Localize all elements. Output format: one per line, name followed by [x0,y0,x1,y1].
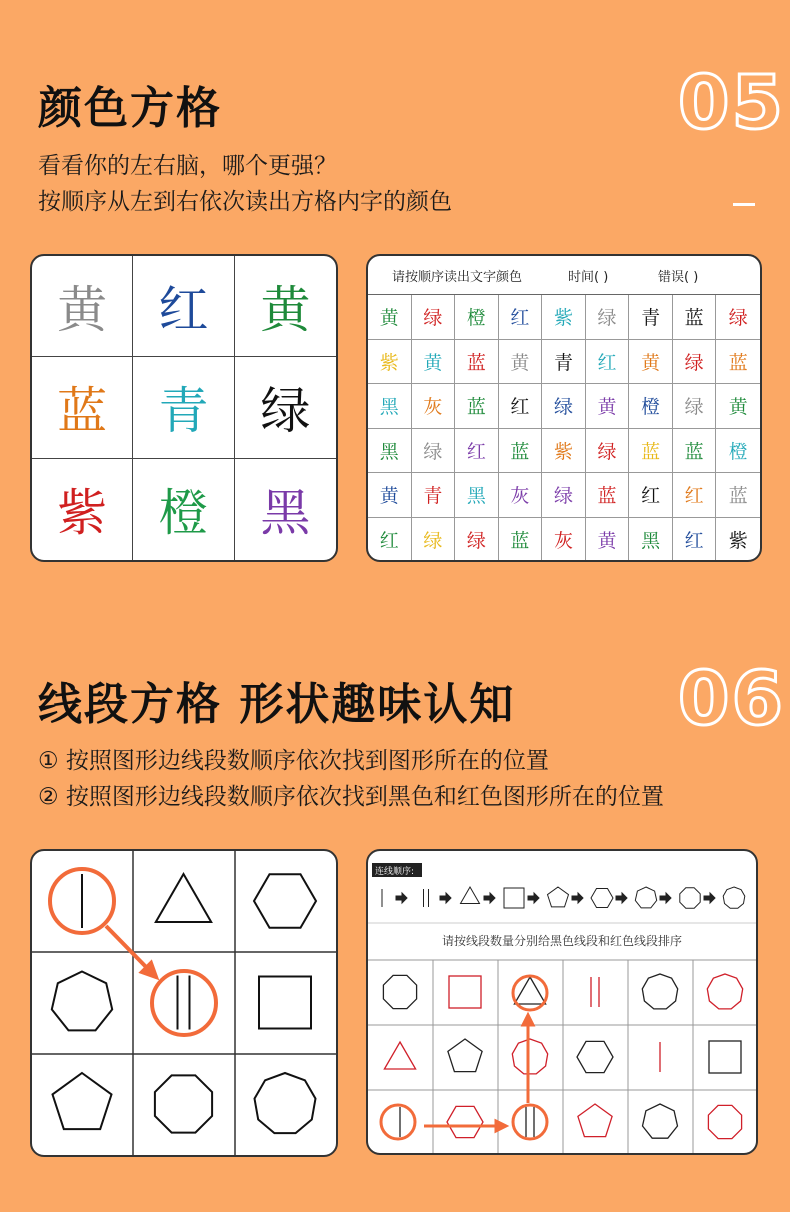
color-sheet-cell: 绿 [586,295,630,340]
seq-arrow-icon [528,893,539,903]
section1-title: 颜色方格 [38,83,222,134]
highlight-circle-2 [152,971,216,1035]
color-sheet-cell: 紫 [368,340,412,385]
seq-hexagon-icon [591,889,613,908]
color-sheet-cell: 黑 [368,429,412,474]
color-sheet-cell: 青 [542,340,586,385]
seq-arrow-icon [572,893,583,903]
shape-grid-card [30,849,338,1157]
color-sheet-cell: 橙 [455,295,499,340]
color-sheet-cell: 蓝 [455,384,499,429]
square-icon [259,977,311,1029]
section1-line1: 看看你的左右脑，哪个更强？ [38,153,337,179]
sheet-heptagon-icon [643,1104,678,1138]
color-sheet-cell: 黑 [368,384,412,429]
color-sheet-card [366,254,762,562]
color-grid-cell: 蓝 [32,357,133,458]
section2-line2: ② 按照图形边线段数顺序依次找到黑色和红色图形所在的位置 [38,784,664,810]
color-sheet-cell: 蓝 [716,473,760,518]
divider-dash [733,203,755,206]
color-sheet-cell: 红 [455,429,499,474]
color-sheet-cell: 蓝 [499,518,543,563]
color-sheet-cell: 绿 [412,295,456,340]
color-sheet-cell: 黄 [716,384,760,429]
color-sheet-cell: 蓝 [499,429,543,474]
seq-triangle-icon [461,887,480,904]
color-sheet-cell: 绿 [412,429,456,474]
color-sheet-cell: 红 [499,384,543,429]
color-sheet-cell: 红 [499,295,543,340]
shape-grid [32,851,336,1155]
color-sheet-cell: 灰 [412,384,456,429]
section2-title: 线段方格 形状趣味认知 [38,679,516,730]
sheet-hexagon-icon [447,1106,483,1137]
color-sheet-cell: 绿 [542,473,586,518]
section2-number: 06 [678,656,785,742]
sheet-error-label: 错误( ) [658,269,699,285]
sheet-hexagon-icon [577,1041,613,1072]
shape-sheet [368,851,756,1153]
sheet-instruction: 请按顺序读出文字颜色 [392,269,523,285]
color-sheet-cell: 青 [629,295,673,340]
color-sheet-cell: 红 [368,518,412,563]
color-sheet-cell: 蓝 [673,295,717,340]
shape-sheet-instruction: 请按线段数量分别给黑色线段和红色线段排序 [441,934,683,948]
pentagon-icon [53,1073,112,1129]
color-sheet-cell: 蓝 [455,340,499,385]
sequence-label: 连线顺序: [375,867,415,877]
color-grid-cell: 红 [133,256,234,357]
arrow-line [106,926,150,971]
color-grid [32,256,336,560]
color-sheet-cell: 青 [412,473,456,518]
color-sheet-cell: 绿 [673,340,717,385]
color-sheet-grid [368,295,760,562]
color-sheet-cell: 灰 [542,518,586,563]
color-sheet-cell: 紫 [542,429,586,474]
color-grid-cell: 橙 [133,459,234,560]
color-sheet-cell: 蓝 [586,473,630,518]
section1-number: 05 [678,60,785,146]
color-sheet-cell: 绿 [716,295,760,340]
color-sheet-cell: 绿 [586,429,630,474]
color-sheet-cell: 绿 [455,518,499,563]
color-sheet-cell: 黄 [368,473,412,518]
seq-square-icon [504,888,524,908]
octagon-icon [155,1075,212,1132]
color-sheet-cell: 绿 [542,384,586,429]
color-sheet-cell: 黄 [586,518,630,563]
sheet-octagon-icon [708,1105,741,1138]
color-sheet-cell: 绿 [673,384,717,429]
color-sheet-cell: 橙 [716,429,760,474]
sheet-square-icon [709,1041,741,1073]
color-sheet-cell: 紫 [542,295,586,340]
hexagon-icon [254,874,316,928]
color-sheet-cell: 紫 [728,530,748,553]
color-sheet-cell: 黑 [629,518,673,563]
color-sheet-cell: 黄 [586,384,630,429]
color-sheet-cell: 橙 [629,384,673,429]
color-sheet-cell: 红 [673,518,717,563]
color-sheet-cell: 蓝 [629,429,673,474]
sheet-path-highlight [381,976,547,1139]
color-grid-cell: 绿 [235,357,336,458]
color-sheet-cell: 黄 [629,340,673,385]
section2-line1: ① 按照图形边线段数顺序依次找到图形所在的位置 [38,748,549,774]
color-sheet-cell: 蓝 [673,429,717,474]
color-grid-cell: 青 [133,357,234,458]
sheet-triangle-icon [384,1042,415,1069]
color-sheet-cell: 红 [586,340,630,385]
color-sheet-cell: 灰 [499,473,543,518]
color-sheet-cell: 黑 [455,473,499,518]
shape-grid-lines [32,851,336,1155]
section1-line2: 按顺序从左到右依次读出方格内字的颜色 [38,189,452,215]
color-sheet-cell: 蓝 [716,340,760,385]
sheet-nonagon-icon [642,974,677,1009]
sheet-pentagon-icon [448,1039,482,1072]
color-sheet-cell: 绿 [412,518,456,563]
seq-octagon-icon [680,888,700,908]
seq-arrow-icon [484,893,495,903]
sheet-nonagon-icon [707,974,742,1009]
color-sheet-cell: 黄 [368,295,412,340]
shape-sheet-card [366,849,758,1155]
seq-nonagon-icon [723,887,745,908]
seq-arrow-icon [616,893,627,903]
nonagon-icon [255,1073,316,1133]
triangle-icon [156,874,211,922]
seq-arrow-icon [396,893,407,903]
color-sheet-cell: 红 [629,473,673,518]
seq-arrow-icon [660,893,671,903]
color-grid-cell: 黄 [235,256,336,357]
sheet-square-icon [449,976,481,1008]
color-sheet-cell: 红 [673,473,717,518]
sheet-time-label: 时间( ) [568,269,609,285]
color-sheet-header [368,256,760,295]
color-sheet-cell: 黄 [412,340,456,385]
color-grid-cell: 黄 [32,256,133,357]
color-sheet-cell: 黄 [499,340,543,385]
color-grid-cell: 黑 [260,484,311,543]
seq-arrow-icon [440,893,451,903]
sheet-nonagon-icon [512,1039,547,1074]
heptagon-icon [52,972,112,1031]
sheet-octagon-icon [383,975,416,1008]
color-grid-cell: 紫 [32,459,133,560]
shape-sheet-grid-lines [368,960,756,1153]
color-grid-card [30,254,338,562]
sheet-pentagon-icon [578,1104,612,1137]
seq-heptagon-icon [635,887,656,908]
seq-arrow-icon [704,893,715,903]
seq-pentagon-icon [548,887,569,907]
